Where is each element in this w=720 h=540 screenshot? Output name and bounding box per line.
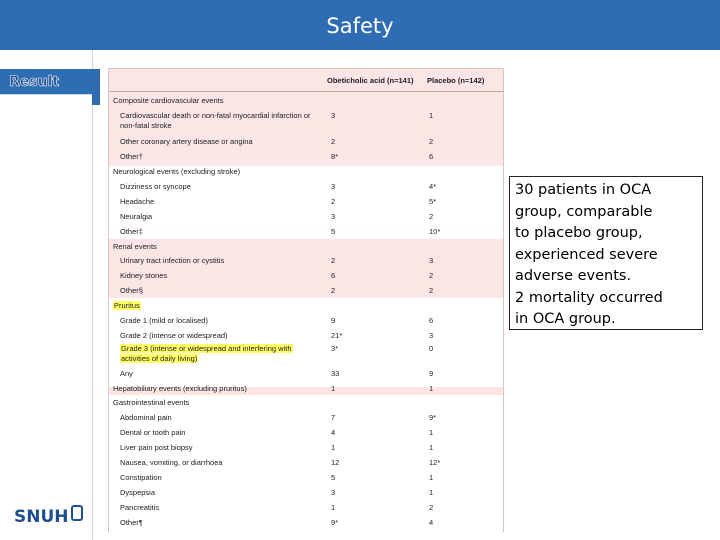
placebo-count: 2 bbox=[429, 212, 434, 221]
table-row bbox=[109, 165, 503, 179]
oca-count: 2 bbox=[331, 197, 336, 206]
snuh-logo bbox=[14, 505, 83, 527]
left-divider bbox=[92, 50, 93, 540]
category-label: Neurological events (excluding stroke) bbox=[113, 167, 241, 176]
placebo-count: 2 bbox=[429, 137, 434, 146]
table-row bbox=[109, 135, 503, 149]
placebo-count: 6 bbox=[429, 152, 434, 161]
oca-count: 7 bbox=[331, 413, 336, 422]
slide-title: Safety bbox=[326, 14, 394, 38]
oca-count: 5 bbox=[331, 473, 336, 482]
table-row bbox=[109, 471, 503, 485]
table-row bbox=[109, 195, 503, 209]
event-label: Other¶ bbox=[120, 518, 143, 527]
event-label: Pancreatitis bbox=[120, 503, 160, 512]
category-label: Hepatobiliary events (excluding pruritus) bbox=[113, 384, 247, 393]
table-row bbox=[109, 516, 503, 530]
event-label: Other§ bbox=[120, 286, 143, 295]
table-row bbox=[109, 456, 503, 470]
table-row bbox=[109, 225, 503, 239]
summary-note bbox=[509, 176, 703, 330]
table-row bbox=[109, 254, 503, 268]
column-header-placebo: Placebo (n=142) bbox=[427, 76, 485, 85]
event-label: Kidney stones bbox=[120, 271, 168, 280]
oca-count: 3* bbox=[331, 344, 339, 353]
placebo-count: 1 bbox=[429, 488, 434, 497]
oca-count: 3 bbox=[331, 111, 336, 120]
oca-count: 1 bbox=[331, 443, 336, 452]
event-label: Urinary tract infection or cystitis bbox=[120, 256, 225, 265]
category-label: Gastrointestinal events bbox=[113, 398, 190, 407]
placebo-count: 1 bbox=[429, 384, 434, 393]
placebo-count: 5* bbox=[429, 197, 437, 206]
oca-count: 3 bbox=[331, 488, 336, 497]
event-label: Grade 3 (intense or widespread and interfering with bbox=[121, 344, 292, 353]
note-line: group, comparable bbox=[515, 203, 653, 220]
event-label: Dental or tooth pain bbox=[120, 428, 186, 437]
table-row bbox=[109, 240, 503, 254]
note-line: experienced severe bbox=[515, 246, 658, 263]
oca-count: 4 bbox=[331, 428, 336, 437]
table-row bbox=[109, 352, 503, 366]
table-row bbox=[109, 396, 503, 410]
table-row bbox=[109, 299, 503, 313]
oca-count: 6 bbox=[331, 271, 336, 280]
placebo-count: 3 bbox=[429, 331, 434, 340]
table-row bbox=[109, 486, 503, 500]
section-tab-label: Result bbox=[9, 74, 60, 90]
event-label: Nausea, vomiting, or diarrhoea bbox=[120, 458, 223, 467]
category-label: Composite cardiovascular events bbox=[113, 96, 224, 105]
oca-count: 5 bbox=[331, 227, 336, 236]
note-line: 30 patients in OCA bbox=[515, 182, 652, 198]
note-line: 2 mortality occurred bbox=[515, 289, 663, 306]
table-row bbox=[109, 150, 503, 164]
table-row bbox=[109, 329, 503, 343]
oca-count: 9 bbox=[331, 316, 336, 325]
oca-count: 2 bbox=[331, 137, 336, 146]
event-label: Other† bbox=[120, 152, 143, 161]
placebo-count: 2 bbox=[429, 271, 434, 280]
event-label: Cardiovascular death or non-fatal myocardial infarction or bbox=[120, 111, 311, 120]
oca-count: 1 bbox=[331, 384, 336, 393]
logo-mark-icon bbox=[71, 505, 83, 521]
oca-count: 2 bbox=[331, 286, 336, 295]
event-label: Other‡ bbox=[120, 227, 143, 236]
oca-count: 9* bbox=[331, 518, 339, 527]
table-row bbox=[109, 269, 503, 283]
placebo-count: 12* bbox=[429, 458, 441, 467]
table-row bbox=[109, 94, 503, 108]
placebo-count: 2 bbox=[429, 286, 434, 295]
placebo-count: 4* bbox=[429, 182, 437, 191]
table-row bbox=[109, 119, 503, 133]
placebo-count: 6 bbox=[429, 316, 434, 325]
oca-count: 8* bbox=[331, 152, 339, 161]
placebo-count: 1 bbox=[429, 443, 434, 452]
oca-count: 2 bbox=[331, 256, 336, 265]
note-line: to placebo group, bbox=[515, 225, 643, 241]
oca-count: 1 bbox=[331, 503, 336, 512]
table-row bbox=[109, 426, 503, 440]
oca-count: 21* bbox=[331, 331, 343, 340]
event-label: Dyspepsia bbox=[120, 488, 156, 497]
event-label: Dizziness or syncope bbox=[120, 182, 191, 191]
event-label: Other coronary artery disease or angina bbox=[120, 137, 253, 146]
placebo-count: 1 bbox=[429, 473, 434, 482]
event-label: Grade 2 (intense or widespread) bbox=[120, 331, 228, 340]
event-label: Abdominal pain bbox=[120, 413, 172, 422]
event-label: Any bbox=[120, 369, 133, 378]
event-label: Constipation bbox=[120, 473, 162, 482]
adverse-events-table bbox=[108, 68, 504, 532]
event-label: activities of daily living) bbox=[121, 354, 198, 363]
oca-count: 3 bbox=[331, 182, 336, 191]
placebo-count: 0 bbox=[429, 344, 434, 353]
placebo-count: 9* bbox=[429, 413, 437, 422]
placebo-count: 2 bbox=[429, 503, 434, 512]
category-label: Renal events bbox=[113, 242, 157, 251]
table-row bbox=[109, 284, 503, 298]
column-header-oca: Obeticholic acid (n=141) bbox=[327, 76, 414, 85]
table-row bbox=[109, 382, 503, 396]
event-label: Liver pain post biopsy bbox=[120, 443, 193, 452]
oca-count: 12 bbox=[331, 458, 340, 467]
event-label: Neuralgia bbox=[120, 212, 153, 221]
logo-text: SNUH bbox=[14, 507, 69, 527]
table-row bbox=[109, 441, 503, 455]
placebo-count: 1 bbox=[429, 428, 434, 437]
placebo-count: 10* bbox=[429, 227, 441, 236]
oca-count: 33 bbox=[331, 369, 340, 378]
table-header bbox=[109, 69, 503, 92]
table-row bbox=[109, 501, 503, 515]
table-row bbox=[109, 367, 503, 381]
event-label: Headache bbox=[120, 197, 155, 206]
event-label: Grade 1 (mild or localised) bbox=[120, 316, 208, 325]
table-row bbox=[109, 411, 503, 425]
table-row bbox=[109, 314, 503, 328]
placebo-count: 4 bbox=[429, 518, 434, 527]
note-line: in OCA group. bbox=[515, 311, 616, 327]
placebo-count: 3 bbox=[429, 256, 434, 265]
note-line: adverse events. bbox=[515, 268, 632, 284]
oca-count: 3 bbox=[331, 212, 336, 221]
table-row bbox=[109, 180, 503, 194]
category-label: Pruritus bbox=[114, 301, 140, 310]
placebo-count: 9 bbox=[429, 369, 434, 378]
table-row bbox=[109, 210, 503, 224]
event-label: non-fatal stroke bbox=[120, 121, 172, 130]
placebo-count: 1 bbox=[429, 111, 434, 120]
